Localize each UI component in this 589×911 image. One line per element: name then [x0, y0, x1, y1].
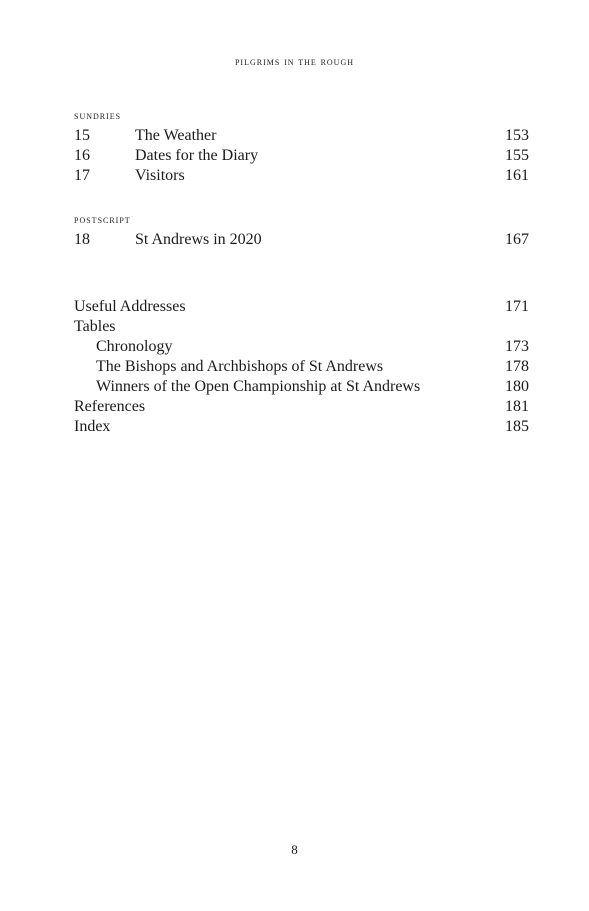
- chapter-number: 16: [74, 147, 90, 164]
- page-number: 155: [505, 147, 529, 164]
- spacer: [74, 186, 529, 210]
- back-matter: [74, 297, 529, 437]
- entry-title: References: [74, 398, 146, 415]
- section-sundries: [74, 106, 529, 186]
- page-number: 173: [505, 338, 529, 355]
- page-number: 185: [505, 418, 529, 435]
- page-number: 180: [505, 378, 529, 395]
- entry-title: Useful Addresses: [74, 298, 186, 315]
- toc-subentry: [74, 337, 529, 357]
- entry-title: Index: [74, 418, 111, 435]
- toc-entry: [74, 146, 529, 166]
- page-number: 153: [505, 127, 529, 144]
- toc-entry: [74, 166, 529, 186]
- entry-title: Tables: [74, 318, 116, 335]
- entry-title: Winners of the Open Championship at St Andrews: [96, 378, 421, 395]
- chapter-number: 15: [74, 127, 90, 144]
- running-head: pilgrims in the rough: [234, 56, 355, 68]
- toc-subentry: [74, 357, 529, 377]
- chapter-number: 18: [74, 231, 90, 248]
- chapter-title: The Weather: [135, 127, 217, 144]
- page-number: 167: [505, 231, 529, 248]
- page-number: 178: [505, 358, 529, 375]
- toc-entry: [74, 126, 529, 146]
- chapter-title: St Andrews in 2020: [135, 231, 262, 248]
- spacer: [74, 250, 529, 297]
- chapter-title: Visitors: [135, 167, 185, 184]
- entry-title: Chronology: [96, 338, 173, 355]
- section-label: sundries: [74, 108, 122, 122]
- toc-entry: [74, 417, 529, 437]
- entry-title: The Bishops and Archbishops of St Andrews: [96, 358, 384, 375]
- page-number: 161: [505, 167, 529, 184]
- toc-entry: [74, 317, 529, 337]
- page-number: 171: [505, 298, 529, 315]
- toc-entry: [74, 297, 529, 317]
- section-label: postscript: [74, 212, 131, 226]
- page-folio: 8: [291, 842, 298, 857]
- table-of-contents: [74, 106, 529, 437]
- section-postscript: [74, 210, 529, 250]
- chapter-title: Dates for the Diary: [135, 147, 259, 164]
- chapter-number: 17: [74, 167, 90, 184]
- toc-entry: [74, 397, 529, 417]
- toc-entry: [74, 230, 529, 250]
- page-number: 181: [505, 398, 529, 415]
- toc-subentry: [74, 377, 529, 397]
